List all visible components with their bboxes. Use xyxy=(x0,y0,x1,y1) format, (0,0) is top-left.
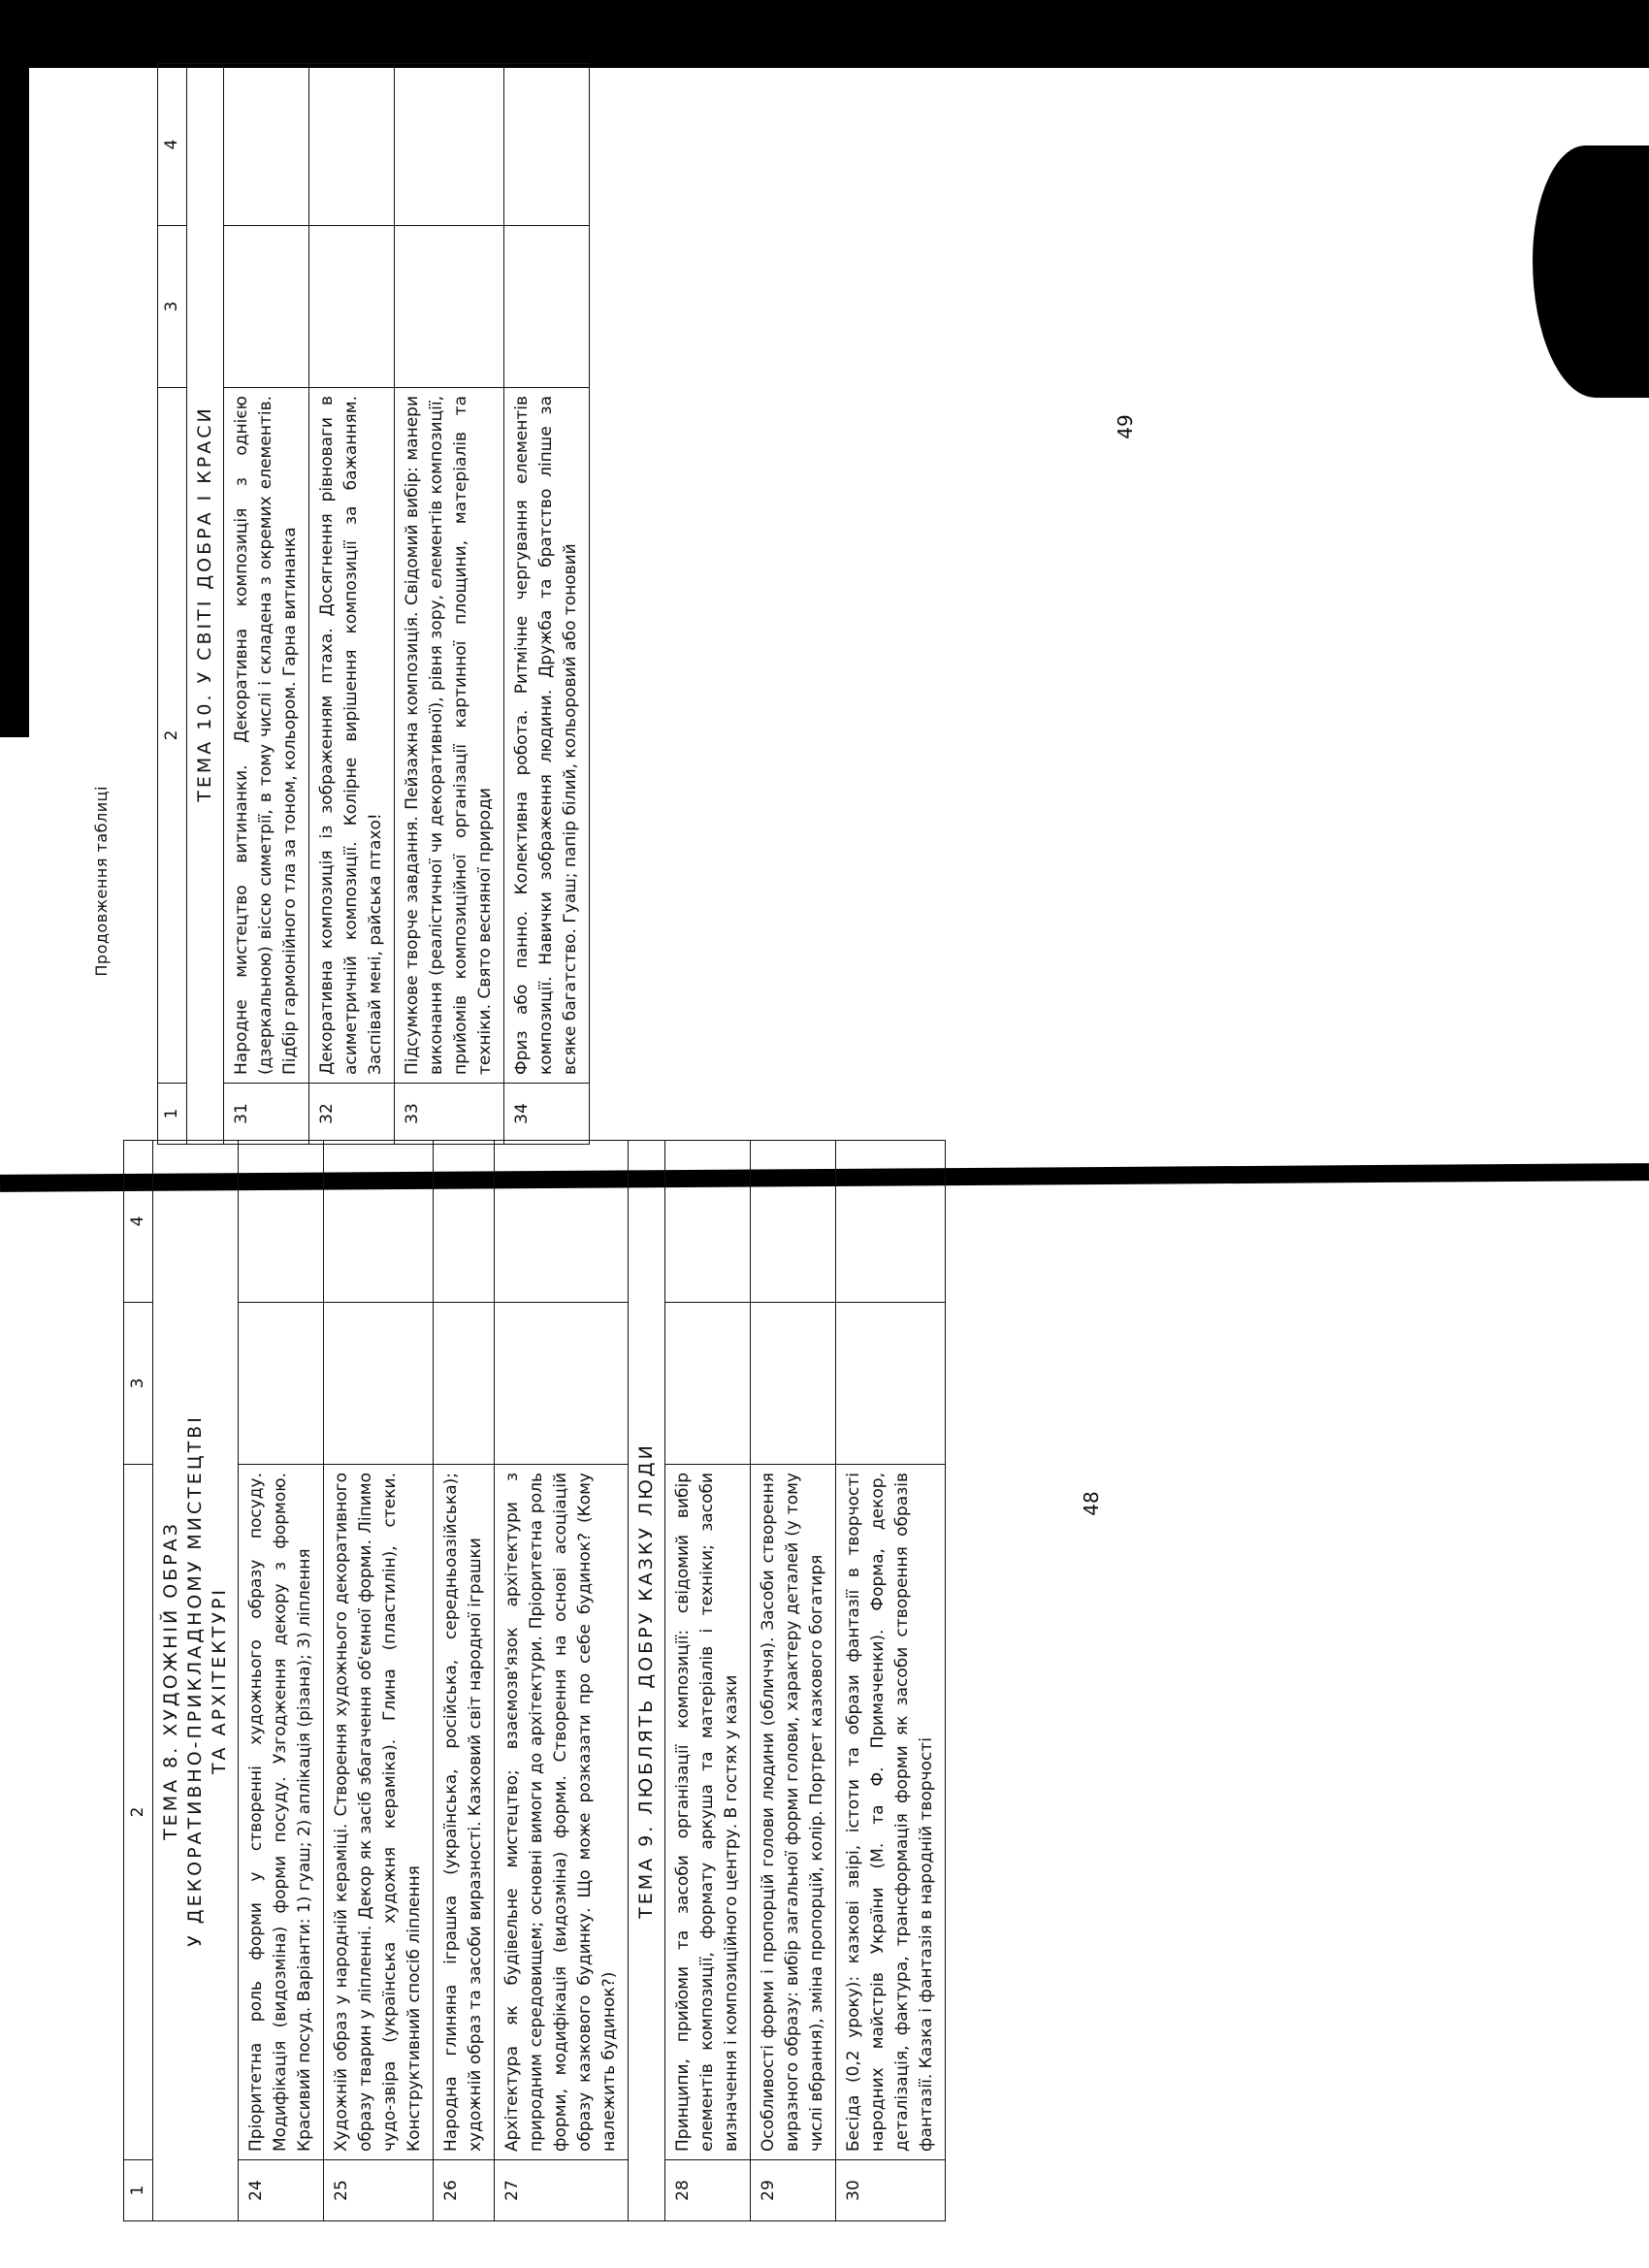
empty-cell xyxy=(665,1303,751,1465)
lesson-content: Декоративна композиція із зображенням птаха. Досягнення рівноваги в асиметричній композиції. Колірне вирішення композиції за бажанням. Заспівай мені, райська птахо! xyxy=(309,388,395,1084)
lesson-number: 27 xyxy=(495,2160,629,2221)
empty-cell xyxy=(504,226,590,388)
empty-cell xyxy=(665,1141,751,1303)
lesson-content: Особливості форми і пропорцій голови людини (обличчя). Засоби створення виразного образу: вибір загальної форми голови, характеру деталей (у тому числі вбрання), зміна пропорцій, колір. Портрет казкового богатиря xyxy=(751,1465,836,2160)
empty-cell xyxy=(751,1303,836,1465)
column-header: 4 xyxy=(158,64,187,226)
empty-cell xyxy=(239,1303,324,1465)
lesson-number: 33 xyxy=(395,1084,504,1145)
empty-cell xyxy=(224,226,309,388)
empty-cell xyxy=(309,226,395,388)
table-row xyxy=(239,1141,324,2221)
empty-cell xyxy=(395,64,504,226)
empty-cell xyxy=(324,1303,434,1465)
lesson-content: Пріоритетна роль форми у створенні художнього образу посуду. Модифікація (видозміна) форми посуду. Узгодження декору з формою. Красивий посуд. Варіанти: 1) гуаш; 2) аплікація (різана); 3) ліплення xyxy=(239,1465,324,2160)
lesson-content: Архітектура як будівельне мистецтво; взаємозв'язок архітектури з природним середовищем; основні вимоги до архітектури. Пріоритетна роль форми, модифікація (видозміна) форми. Створення на основі асоціацій образу казкового будинку. Що може розказати про себе будинок? (Кому належить будинок?) xyxy=(495,1465,629,2160)
lesson-number: 24 xyxy=(239,2160,324,2221)
scan-shadow-right xyxy=(1533,146,1649,398)
lesson-content: Підсумкове творче завдання. Пейзажна композиція. Свідомий вибір: манери виконання (реалістичної чи декоративної), рівня зору, елементів композиції, прийомів композиційної організації картинної площини, матеріалів та техніки. Свято весняної природи xyxy=(395,388,504,1084)
lesson-content: Художній образ у народній кераміці. Створення художнього декоративного образу тварин у ліпленні. Декор як засіб збагачення об'ємної форми. Ліпимо чудо-звіра (українська художня кераміка). Глина (пластилін), стеки. Конструктивний спосіб ліплення xyxy=(324,1465,434,2160)
empty-cell xyxy=(836,1141,946,1303)
topic-title: ТЕМА 9. ЛЮБЛЯТЬ ДОБРУ КАЗКУ ЛЮДИ xyxy=(629,1141,665,2221)
column-header: 2 xyxy=(124,1465,153,2160)
scan-shadow-left xyxy=(0,0,29,737)
table-row xyxy=(324,1141,434,2221)
lesson-content: Народна глиняна іграшка (українська, російська, середньоазійська); художній образ та засоби виразності. Казковий світ народної іграшки xyxy=(434,1465,495,2160)
empty-cell xyxy=(836,1303,946,1465)
empty-cell xyxy=(324,1141,434,1303)
empty-cell xyxy=(495,1303,629,1465)
column-header: 4 xyxy=(124,1141,153,1303)
lesson-content: Бесіда (0,2 уроку): казкові звірі, істоти та образи фантазії в творчості народних майстрів України (М. та Ф. Примаченки). Форма, декор, деталізація, фактура, трансформація форми як засоби створення образів фантазії. Казка і фантазія в народній творчості xyxy=(836,1465,946,2160)
lesson-number: 25 xyxy=(324,2160,434,2221)
empty-cell xyxy=(434,1141,495,1303)
column-header: 3 xyxy=(124,1303,153,1465)
table-row xyxy=(434,1141,495,2221)
empty-cell xyxy=(434,1303,495,1465)
empty-cell xyxy=(751,1141,836,1303)
topic-row xyxy=(629,1141,665,2221)
column-header: 1 xyxy=(158,1084,187,1145)
lesson-content: Принципи, прийоми та засоби організації композиції: свідомий вибір елементів композиції, формату аркуша та матеріалів і техніки; засоби визначення і композиційного центру. В гостях у казки xyxy=(665,1465,751,2160)
topic-title: ТЕМА 8. ХУДОЖНІЙ ОБРАЗ xyxy=(160,1521,181,1840)
topic-row xyxy=(153,1141,239,2221)
lesson-number: 28 xyxy=(665,2160,751,2221)
table-row xyxy=(751,1141,836,2221)
lesson-number: 31 xyxy=(224,1084,309,1145)
lesson-table xyxy=(123,1140,946,2221)
column-header: 2 xyxy=(158,388,187,1084)
table-row xyxy=(836,1141,946,2221)
column-header: 3 xyxy=(158,226,187,388)
page-number: 49 xyxy=(1114,414,1137,439)
table-row xyxy=(665,1141,751,2221)
lesson-number: 30 xyxy=(836,2160,946,2221)
topic-heading xyxy=(153,1141,239,2221)
page-48 xyxy=(92,786,1101,2221)
lesson-number: 34 xyxy=(504,1084,590,1145)
lesson-number: 29 xyxy=(751,2160,836,2221)
table-row xyxy=(495,1141,629,2221)
empty-cell xyxy=(224,64,309,226)
empty-cell xyxy=(504,64,590,226)
table-header-row xyxy=(124,1141,153,2221)
lesson-content: Народне мистецтво витинанки. Декоративна композиція з однією (дзеркальною) віссю симетрії, в тому числі і складена з окремих елементів. Підбір гармонійного тла за тоном, кольором. Гарна витинанка xyxy=(224,388,309,1084)
empty-cell xyxy=(495,1141,629,1303)
lesson-number: 26 xyxy=(434,2160,495,2221)
page-number: 48 xyxy=(1080,1491,1103,1516)
lesson-content: Фриз або панно. Колективна робота. Ритмічне чергування елементів композиції. Навички зображення людини. Дружба та братство ліпше за всяке багатство. Гуаш; папір білий, кольоровий або тоновий xyxy=(504,388,590,1084)
topic-subtitle: У ДЕКОРАТИВНО-ПРИКЛАДНОМУ МИСТЕЦТВІ xyxy=(184,1414,206,1947)
lesson-number: 32 xyxy=(309,1084,395,1145)
continuation-label: Продовження таблиці xyxy=(92,786,111,977)
empty-cell xyxy=(239,1141,324,1303)
topic-title: ТЕМА 10. У СВІТІ ДОБРА І КРАСИ xyxy=(187,64,224,1145)
empty-cell xyxy=(309,64,395,226)
column-header: 1 xyxy=(124,2160,153,2221)
topic-subtitle: ТА АРХІТЕКТУРІ xyxy=(209,1586,230,1775)
empty-cell xyxy=(395,226,504,388)
